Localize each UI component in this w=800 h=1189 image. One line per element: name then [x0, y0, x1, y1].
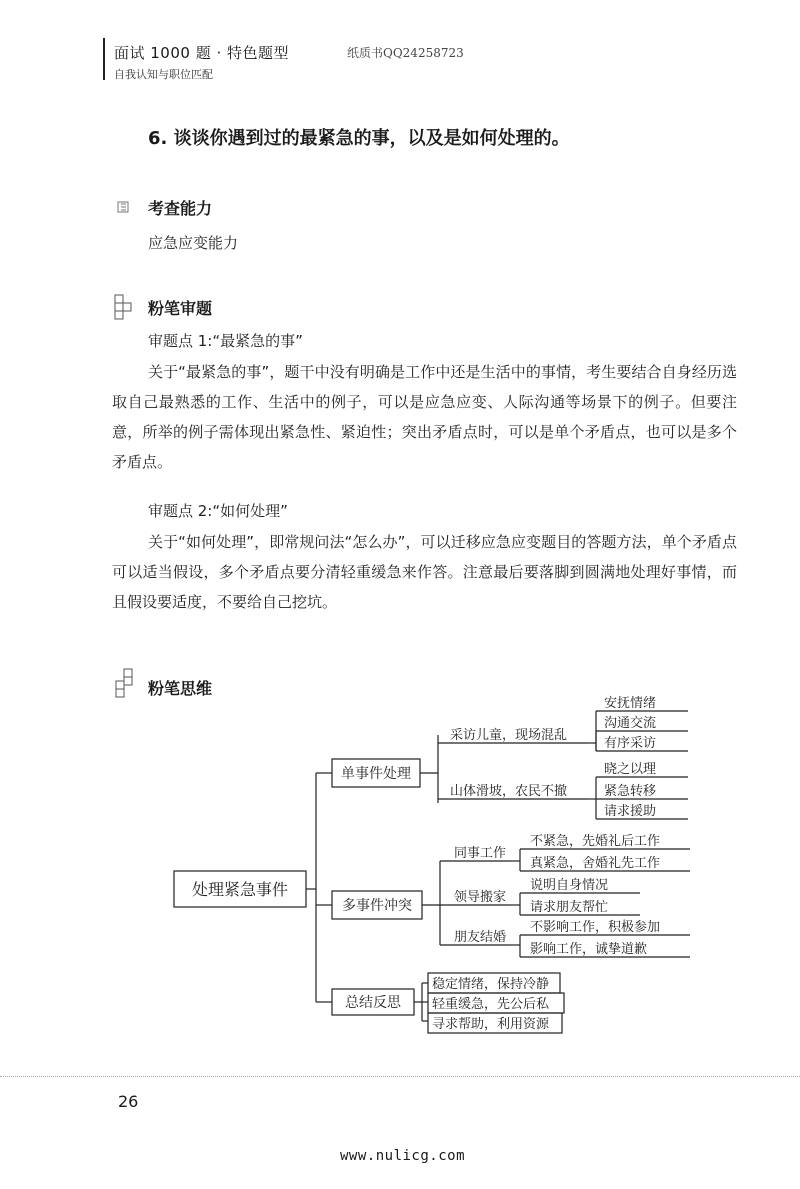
- mindmap-leaf: 说明自身情况: [530, 878, 609, 893]
- mindmap-diagram: [0, 695, 800, 1035]
- review-heading: 粉笔审题: [148, 299, 213, 318]
- mindmap-leaf: 真紧急，舍婚礼先工作: [530, 856, 661, 871]
- mindmap-leaf: 不紧急，先婚礼后工作: [530, 834, 661, 849]
- review-point1-text: 关于“最紧急的事”，题干中没有明确是工作中还是生活中的事情，考生要结合自身经历选取自己最熟悉的工作、生活中的例子，可以是应急应变、人际沟通等场景下的例子。但要注意，所举的例子需体现出紧急性、紧迫性；突出矛盾点时，可以是单个矛盾点，也可以是多个矛盾点。: [112, 363, 737, 471]
- book-subtitle: 自我认知与职位匹配: [114, 68, 213, 81]
- mindmap-root: 处理紧急事件: [191, 880, 289, 899]
- review-point2-title: 审题点 2:“如何处理”: [148, 502, 288, 520]
- question-title: 6. 谈谈你遇到过的最紧急的事，以及是如何处理的。: [148, 128, 570, 149]
- watermark-text: 纸质书QQ24258723: [347, 46, 464, 60]
- mindmap-node: 同事工作: [454, 846, 507, 861]
- mindmap-leaf: 轻重缓急，先公后私: [432, 997, 550, 1012]
- mindmap-leaf: 请求朋友帮忙: [530, 900, 609, 915]
- mindmap-node: 朋友结婚: [454, 930, 507, 945]
- page-number: 26: [118, 1092, 139, 1111]
- mindmap-leaf: 影响工作，诚挚道歉: [530, 942, 648, 957]
- mindmap-node: 山体滑坡，农民不撤: [450, 784, 568, 799]
- mindmap-leaf: 寻求帮助，利用资源: [432, 1017, 550, 1032]
- mindmap-leaf: 紧急转移: [604, 784, 657, 799]
- ability-content: 应急应变能力: [148, 234, 239, 252]
- mindmap-node: 领导搬家: [454, 890, 507, 905]
- footer-rule: [0, 1076, 800, 1078]
- mindmap-branch3: 总结反思: [345, 995, 401, 1011]
- header-rule: [103, 38, 105, 80]
- review-point1-title: 审题点 1:“最紧急的事”: [148, 332, 303, 350]
- mindmap-leaf: 有序采访: [604, 736, 657, 751]
- review-point2-text: 关于“如何处理”，即常规问法“怎么办”，可以迁移应急应变题目的答题方法，单个矛盾点可以适当假设，多个矛盾点要分清轻重缓急来作答。注意最后要落脚到圆满地处理好事情，而且假设要适度，不要给自己挖坑。: [112, 533, 737, 611]
- mindmap-leaf: 请求援助: [604, 804, 657, 819]
- mindmap-leaf: 不影响工作，积极参加: [530, 920, 661, 935]
- book-title: 面试 1000 题 · 特色题型: [114, 44, 290, 62]
- mindmap-leaf: 晓之以理: [604, 762, 657, 777]
- footer-url: www.nulicg.com: [340, 1148, 466, 1164]
- mindmap-leaf: 沟通交流: [604, 716, 657, 731]
- mindmap-heading: 粉笔思维: [148, 679, 213, 698]
- mindmap-branch2: 多事件冲突: [342, 898, 412, 914]
- ability-heading: 考查能力: [148, 199, 213, 218]
- mindmap-leaf: 稳定情绪，保持冷静: [432, 977, 550, 992]
- mindmap-branch1: 单事件处理: [341, 766, 411, 782]
- mindmap-leaf: 安抚情绪: [604, 696, 657, 711]
- grid-icon: [114, 294, 136, 324]
- mindmap-node: 采访儿童，现场混乱: [450, 728, 568, 743]
- grid-icon: [117, 201, 129, 215]
